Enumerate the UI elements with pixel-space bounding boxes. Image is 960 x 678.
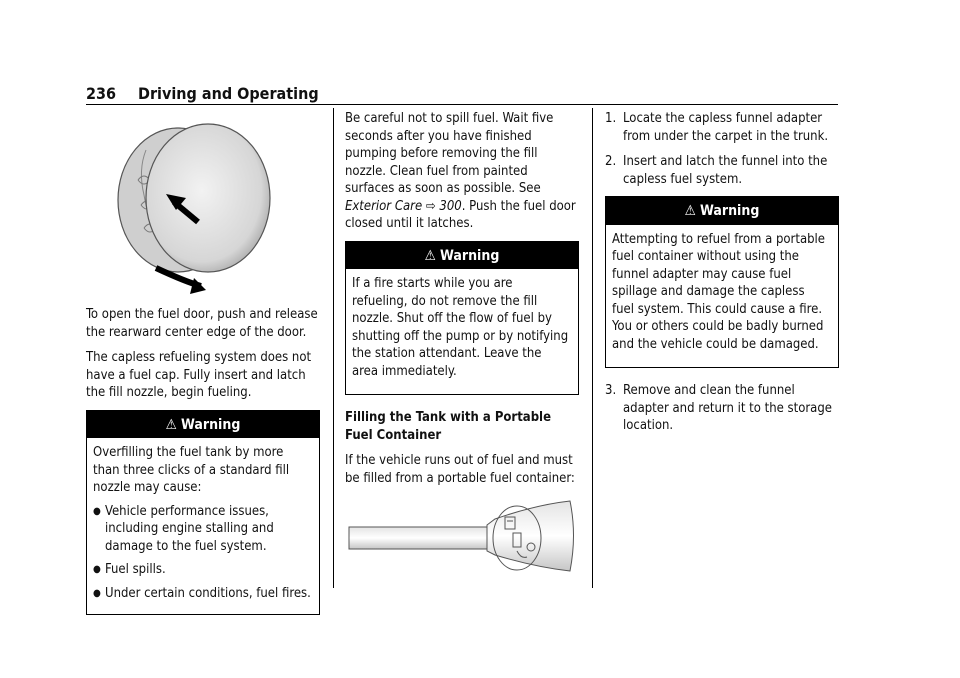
section-title: Driving and Operating — [138, 84, 319, 103]
page-header — [86, 82, 838, 104]
list-item: ● Fuel spills. — [93, 562, 166, 577]
fuel-door-illustration — [86, 110, 320, 300]
warning-box-fire — [345, 241, 579, 396]
warning-text: If a fire starts while you are refueling, do not remove the fill nozzle. Shut off the flow of fuel by shutting off the pump or by notifying the station attendant. Leave the area immediately. — [352, 276, 569, 379]
funnel-adapter-illustration — [345, 495, 579, 575]
paragraph-fuel-door: To open the fuel door, push and release the rearward center edge of the door. — [86, 307, 318, 340]
steps-list — [605, 110, 839, 188]
warning-box-overfill — [86, 410, 320, 616]
paragraph-careful: Be careful not to spill fuel. Wait five seconds after you have finished pumping before removing the fill nozzle. Clean fuel from painted surfaces as soon as possible. See Exterior Care ⇨ 300. Push the fuel door closed until it latches. — [345, 111, 576, 231]
warning-header — [346, 242, 578, 270]
bullet-icon: ● — [93, 587, 101, 599]
header-rule — [86, 104, 838, 105]
warning-intro: Overfilling the fuel tank by more than three clicks of a standard fill nozzle may cause: — [93, 445, 290, 495]
warning-icon: ⚠ — [424, 247, 436, 264]
warning-header — [606, 197, 838, 225]
list-item: 3. Remove and clean the funnel adapter and return it to the storage location. — [605, 383, 832, 433]
list-item: ● Vehicle performance issues, including engine stalling and damage to the fuel system. — [93, 503, 274, 554]
subheading-portable-container: Filling the Tank with a Portable Fuel Container — [345, 410, 552, 443]
warning-title: Warning — [180, 416, 241, 433]
bullet-icon: ● — [93, 505, 101, 517]
page-number: 236 — [86, 84, 117, 103]
warning-header — [87, 411, 319, 439]
column-divider-2 — [592, 108, 593, 588]
paragraph-capless: The capless refueling system does not have a fuel cap. Fully insert and latch the fill nozzle, begin fueling. — [86, 350, 312, 400]
bullet-icon: ● — [93, 564, 101, 575]
steps-list-continued — [605, 382, 839, 435]
warning-icon: ⚠ — [684, 203, 696, 219]
warning-title: Warning — [699, 203, 760, 219]
warning-icon: ⚠ — [165, 416, 177, 433]
list-item: 1. Locate the capless funnel adapter from under the carpet in the trunk. — [605, 111, 829, 144]
page-ref-icon: ⇨ — [422, 198, 440, 214]
list-item: 2. Insert and latch the funnel into the capless fuel system. — [605, 154, 828, 187]
column-divider-1 — [333, 108, 334, 588]
column-1 — [86, 110, 320, 627]
warning-text: Attempting to refuel from a portable fuel container without using the funnel adapter may cause fuel spillage and damage the capless fuel system. This could cause a fire. You or others could be badly burned and the vehicle could be damaged. — [612, 231, 825, 352]
warning-title: Warning — [439, 247, 500, 264]
warning-box-funnel — [605, 196, 839, 368]
column-2 — [345, 110, 579, 575]
cross-reference-link[interactable]: Exterior Care — [345, 198, 423, 214]
cross-reference-page[interactable]: 300 — [439, 198, 462, 214]
column-3 — [605, 110, 839, 443]
list-item: ● Under certain conditions, fuel fires. — [93, 585, 311, 601]
paragraph-runs-out: If the vehicle runs out of fuel and must be filled from a portable fuel container: — [345, 453, 575, 486]
